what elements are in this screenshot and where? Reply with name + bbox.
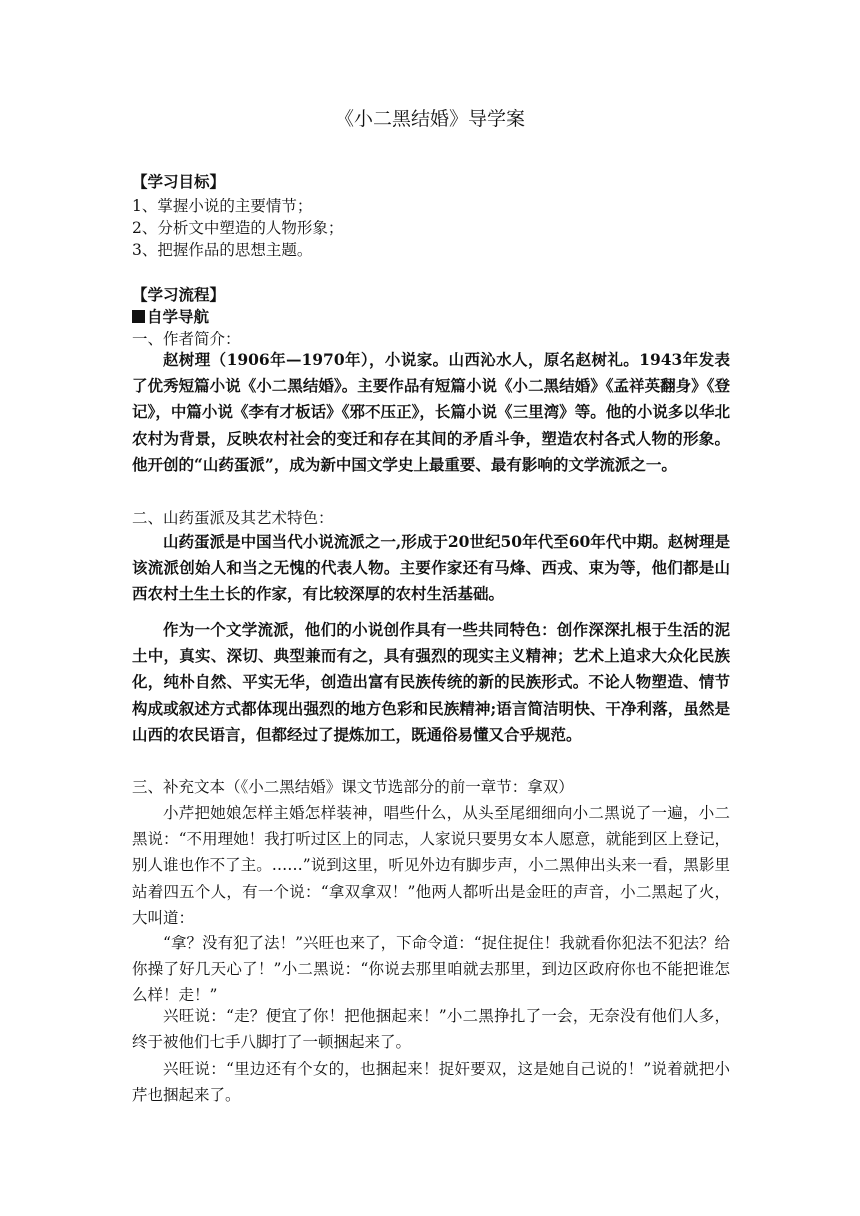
section-3-heading: 三、补充文本（《小二黑结婚》课文节选部分的前一章节：拿双） [132, 778, 574, 796]
section-2-heading: 二、山药蛋派及其艺术特色： [132, 509, 334, 527]
excerpt-text-4: 兴旺说：“里边还有个女的，也捆起来！捉奸要双，这是她自己说的！”说着就把小芹也捆起来了。 [132, 1060, 730, 1105]
flow-heading: 【学习流程】 [132, 286, 226, 304]
excerpt-paragraph-4 [132, 1056, 730, 1108]
goal-item-2: 2、分析文中塑造的人物形象； [132, 219, 344, 237]
self-study-nav-label: 自学导航 [147, 308, 210, 326]
page-title: 《小二黑结婚》导学案 [334, 108, 525, 130]
goals-heading: 【学习目标】 [132, 173, 226, 191]
school-features-text: 作为一个文学流派，他们的小说创作具有一些共同特色：创作深深扎根于生活的泥土中，真实、深切、典型兼而有之，具有强烈的现实主义精神；艺术上追求大众化民族化，纯朴自然、平实无华，创造出富有民族传统的新的民族形式。不论人物塑造、情节构成或叙述方式都体现出强烈的地方色彩和民族精神;语言简洁明快、干净利落，虽然是山西的农民语言，但都经过了提炼加工，既通俗易懂又合乎规范。 [132, 620, 730, 744]
square-bullet-icon [132, 310, 145, 323]
goal-item-3: 3、把握作品的思想主题。 [132, 241, 313, 259]
author-intro-text: 赵树理（1906年—1970年），小说家。山西沁水人，原名赵树礼。1943年发表了优秀短篇小说《小二黑结婚》。主要作品有短篇小说《小二黑结婚》《孟祥英翻身》《登记》，中篇小说《李有才板话》《邪不压正》，长篇小说《三里湾》等。他的小说多以华北农村为背景，反映农村社会的变迁和存在其间的矛盾斗争，塑造农村各式人物的形象。他开创的“山药蛋派”，成为新中国文学史上最重要、最有影响的文学流派之一。 [132, 350, 730, 474]
self-study-nav [132, 307, 209, 327]
excerpt-paragraph-3 [132, 1003, 730, 1055]
school-intro-text: 山药蛋派是中国当代小说流派之一,形成于20世纪50年代至60年代中期。赵树理是该流派创始人和当之无愧的代表人物。主要作家还有马烽、西戎、束为等，他们都是山西农村土生土长的作家，有比较深厚的农村生活基础。 [132, 532, 730, 604]
goal-item-1: 1、掌握小说的主要情节； [132, 197, 313, 215]
school-intro-paragraph [132, 529, 730, 608]
school-features-paragraph [132, 617, 730, 748]
excerpt-text-3: 兴旺说：“走？便宜了你！把他捆起来！”小二黑挣扎了一会，无奈没有他们人多，终于被他们七手八脚打了一顿捆起来了。 [132, 1007, 730, 1052]
excerpt-text-1: 小芹把她娘怎样主婚怎样装神，唱些什么，从头至尾细细向小二黑说了一遍，小二黑说：“不用理她！我打听过区上的同志，人家说只要男女本人愿意，就能到区上登记，别人谁也作不了主。……”说到这里，听见外边有脚步声，小二黑伸出头来一看，黑影里站着四五个人，有一个说：“拿双拿双！”他两人都听出是金旺的声音，小二黑起了火，大叫道： [132, 804, 730, 927]
author-intro-paragraph [132, 347, 730, 478]
excerpt-text-2: “拿？没有犯了法！”兴旺也来了，下命令道：“捉住捉住！我就看你犯法不犯法？给你操了好几天心了！”小二黑说：“你说去那里咱就去那里，到边区政府你也不能把谁怎么样！走！” [132, 934, 730, 1005]
excerpt-paragraph-1 [132, 800, 730, 931]
excerpt-paragraph-2 [132, 930, 730, 1009]
section-1-heading: 一、作者简介： [132, 330, 241, 348]
